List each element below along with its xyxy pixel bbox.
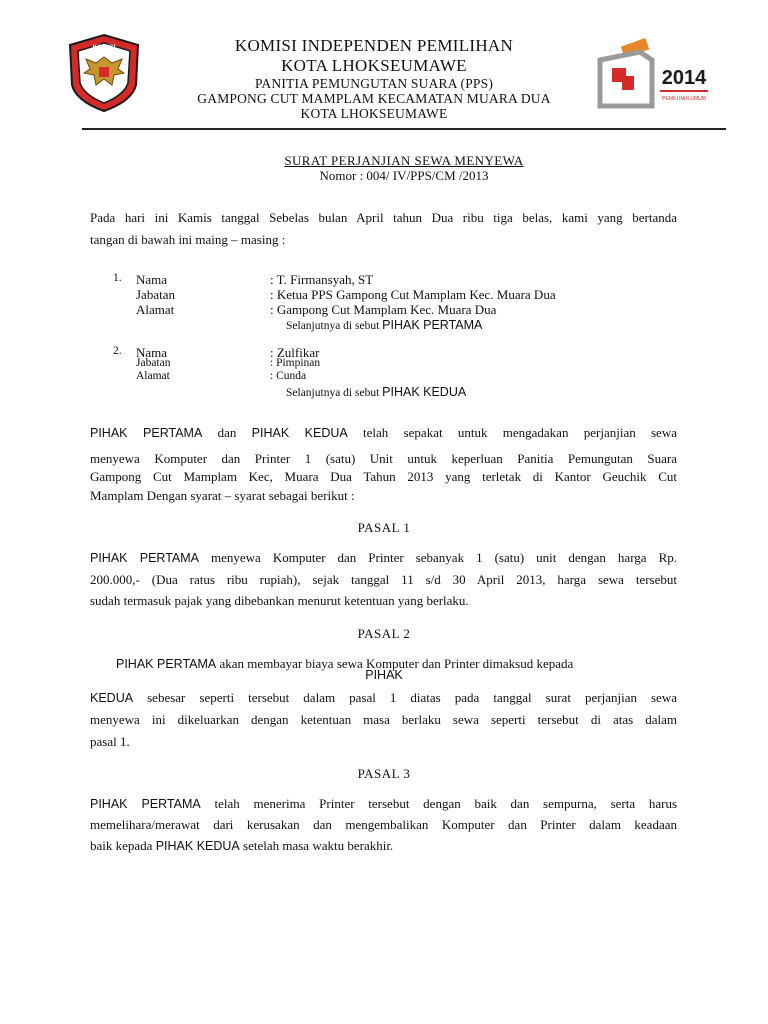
letterhead-divider [82,128,726,130]
pemilu-2014-logo [594,38,714,112]
party2-jabatan-value: : Pimpinan [270,357,321,369]
pasal3-line3-pre: baik kepada [90,838,156,853]
org-name-line2: KOTA LHOKSEUMAWE [281,56,467,75]
pasal2-line2-rest: sebesar seperti tersebut dalam pasal 1 diatas pada tanggal surat perjanjian sewa [133,690,677,705]
party1-nama-value: : T. Firmansyah, ST [270,272,374,287]
party1-nama-label: Nama [136,272,168,287]
party2-designation [286,382,466,403]
party1-jabatan-value: : Ketua PPS Gampong Cut Mamplam Kec. Muara Dua [270,287,556,302]
pasal1-kw: PIHAK PERTAMA [90,551,200,565]
pasal3-kw: PIHAK PERTAMA [90,797,201,811]
agreement-line1-rest: telah sepakat untuk mengadakan perjanjian sewa [347,425,677,440]
pasal1-heading: PASAL 1 [357,520,411,535]
logo-year: 2014 [661,67,707,89]
party1-alamat-label: Alamat [136,302,175,317]
party1-jabatan-label: Jabatan [136,287,175,302]
agreement-kw2: PIHAK KEDUA [251,426,348,440]
party2-alamat-value: : Cunda [270,370,307,382]
party2-selanjutnya: Selanjutnya di sebut [286,387,383,399]
pasal2-kw: PIHAK PERTAMA [116,657,217,671]
agreement-line1 [90,423,677,443]
pasal3-line2: memelihara/merawat dari kerusakan dan mengembalikan Komputer dan Printer dalam keadaan [90,817,677,832]
party2-jabatan-label: Jabatan [136,357,171,369]
party1-designation [286,315,482,336]
document-title: SURAT PERJANJIAN SEWA MENYEWA [284,153,524,168]
party2-nama-label: Nama [136,345,168,360]
pasal2-line3: menyewa ini dikeluarkan dengan ketentuan masa berlaku sewa seperti tersebut di atas dalam [90,712,677,727]
document-number: Nomor : 004/ IV/PPS/CM /2013 [319,168,489,183]
pasal2-line1b: PIHAK [365,668,403,682]
svg-text:KOMISI: KOMISI [92,44,116,51]
pasal3-line1 [90,794,677,814]
party2-number: 2. [113,345,122,357]
party2-nama-value: : Zulfikar [270,345,320,360]
party1-number: 1. [113,272,122,284]
agreement-line4: Mamplam Dengan syarat – syarat sebagai berikut : [90,488,355,503]
sub-org-line3: KOTA LHOKSEUMAWE [300,106,448,121]
intro-line2: tangan di bawah ini maing – masing : [90,232,286,247]
pasal2-heading: PASAL 2 [357,626,411,641]
intro-line1: Pada hari ini Kamis tanggal Sebelas bulan April tahun Dua ribu tiga belas, kami yang bertanda [90,210,677,225]
party1-selanjutnya: Selanjutnya di sebut [286,320,383,332]
party2-pihak: PIHAK KEDUA [382,385,467,399]
pasal1-line3: sudah termasuk pajak yang dibebankan menurut ketentuan yang berlaku. [90,593,469,608]
party1-pihak: PIHAK PERTAMA [382,318,483,332]
pasal1-line2: 200.000,- (Dua ratus ribu rupiah), sejak tanggal 11 s/d 30 April 2013, harga sewa tersebut [90,572,677,587]
pasal3-line1-rest: telah menerima Printer tersebut dengan baik dan sempurna, serta harus [200,796,678,811]
pasal3-kw2: PIHAK KEDUA [155,839,240,853]
pasal2-line2 [90,688,677,708]
pasal2-line1-rest: akan membayar biaya sewa Komputer dan Printer dimaksud kepada [216,656,574,671]
pasal3-line3 [90,836,393,856]
party2-alamat-label: Alamat [136,370,170,382]
pasal1-line1 [90,548,677,568]
sub-org-line1: PANITIA PEMUNGUTAN SUARA (PPS) [254,76,494,91]
agreement-line2: menyewa Komputer dan Printer 1 (satu) Unit untuk keperluan Panitia Pemungutan Suara [90,451,677,466]
org-name-line1: KOMISI INDEPENDEN PEMILIHAN [234,36,514,55]
pasal3-heading: PASAL 3 [357,766,411,781]
agreement-line3: Gampong Cut Mamplam Kec, Muara Dua Tahun 2013 yang terletak di Kantor Geuchik Cut [90,469,677,484]
kip-logo [66,33,142,113]
agreement-mid: dan [202,425,252,440]
logo-caption: PEMILIHAN UMUM [662,96,706,102]
pasal3-line3-rest: setelah masa waktu berakhir. [239,838,394,853]
sub-org-line2: GAMPONG CUT MAMPLAM KECAMATAN MUARA DUA [197,91,551,106]
agreement-kw1: PIHAK PERTAMA [90,426,203,440]
party1-alamat-value: : Gampong Cut Mamplam Kec. Muara Dua [270,302,497,317]
pasal2-kw2: KEDUA [90,691,134,705]
pasal1-line1-rest: menyewa Komputer dan Printer sebanyak 1 (satu) unit dengan harga Rp. [199,550,677,565]
pasal2-line4: pasal 1. [90,734,130,749]
